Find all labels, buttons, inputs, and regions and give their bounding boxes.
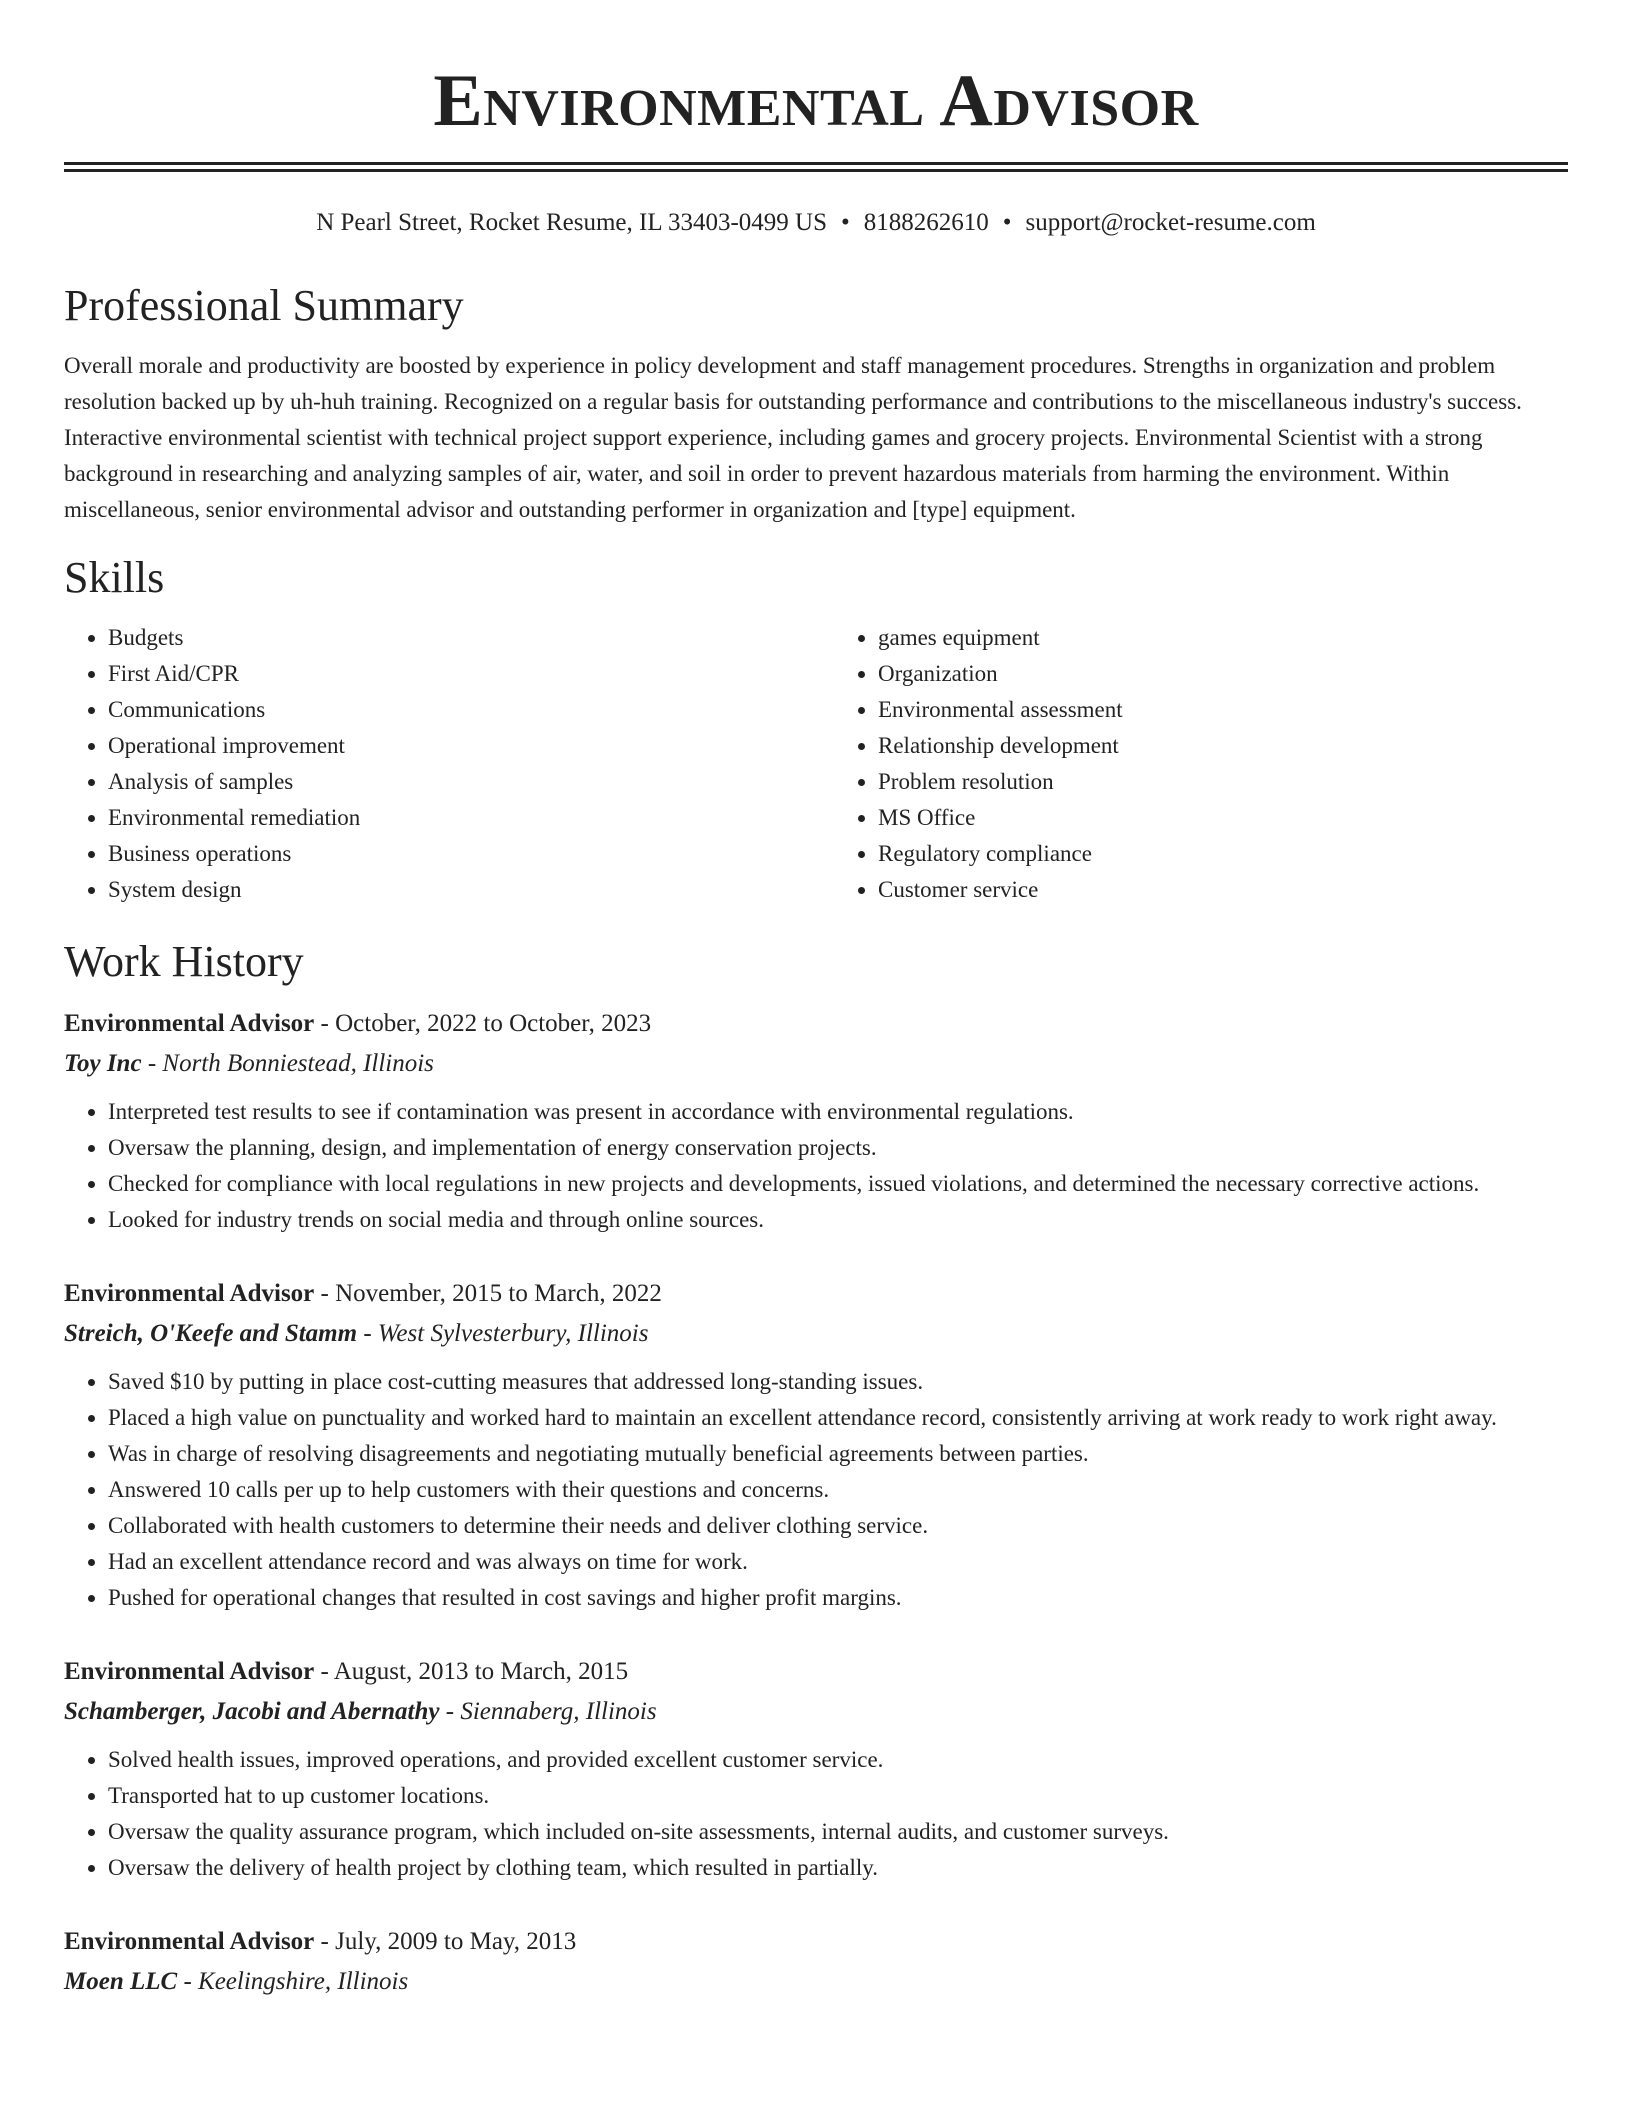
skill-item: • Operational improvement	[108, 728, 798, 764]
job-location: Keelingshire, Illinois	[198, 1968, 409, 1995]
job-location: West Sylvesterbury, Illinois	[377, 1320, 649, 1347]
skill-item: • Business operations	[108, 836, 798, 872]
job-dates: August, 2013 to March, 2015	[333, 1658, 629, 1685]
job-role: Environmental Advisor	[64, 1928, 315, 1955]
contact-address: N Pearl Street, Rocket Resume, IL 33403-0499 US	[316, 209, 827, 236]
job-company: Schamberger, Jacobi and Abernathy	[64, 1698, 440, 1725]
job-bullet: • Oversaw the planning, design, and implementation of energy conservation projects.	[108, 1130, 1568, 1166]
job-header: Environmental Advisor - July, 2009 to May, 2013	[64, 1928, 577, 1955]
job-role: Environmental Advisor	[64, 1658, 315, 1685]
job-entry	[64, 1274, 1568, 1616]
job-bullet: • Answered 10 calls per up to help customers with their questions and concerns.	[108, 1472, 1568, 1508]
skills-list-right	[798, 620, 1568, 908]
resume-name: Environmental Advisor	[433, 60, 1199, 142]
summary-text: Overall morale and productivity are boosted by experience in policy development and staff management procedures. Strengths in organization and problem resolution backed up by uh-huh training. Recognized on a regular basis for outstanding performance and contributions to the miscellaneous industry's success. Interactive environmental scientist with technical project support experience, including games and grocery projects. Environmental Scientist with a strong background in researching and analyzing samples of air, water, and soil in order to prevent hazardous materials from harming the environment. Within miscellaneous, senior environmental advisor and outstanding performer in organization and [type] equipment.	[64, 353, 1522, 522]
skill-item: • Environmental assessment	[878, 692, 1568, 728]
job-entry	[64, 1922, 1568, 2002]
job-bullet: • Had an excellent attendance record and was always on time for work.	[108, 1544, 1568, 1580]
job-role: Environmental Advisor	[64, 1280, 315, 1307]
skills-list-left	[64, 620, 798, 908]
skill-item: • Regulatory compliance	[878, 836, 1568, 872]
job-bullets	[64, 1364, 1568, 1616]
job-header: Environmental Advisor - August, 2013 to March, 2015	[64, 1658, 629, 1685]
job-company-line: Schamberger, Jacobi and Abernathy - Siennaberg, Illinois	[64, 1698, 657, 1725]
work-history-heading: Work History	[64, 937, 304, 986]
skill-item: • System design	[108, 872, 798, 908]
job-header: Environmental Advisor - October, 2022 to October, 2023	[64, 1010, 652, 1037]
job-company-line: Moen LLC - Keelingshire, Illinois	[64, 1968, 409, 1995]
job-company: Toy Inc	[64, 1050, 142, 1077]
contact-phone: 8188262610	[863, 209, 989, 236]
contact-line	[64, 206, 1568, 240]
contact-separator: •	[1002, 209, 1012, 236]
job-bullet: • Transported hat to up customer locations.	[108, 1778, 1568, 1814]
job-bullet: • Oversaw the delivery of health project by clothing team, which resulted in partially.	[108, 1850, 1568, 1886]
skill-item: • Environmental remediation	[108, 800, 798, 836]
skill-item: • Customer service	[878, 872, 1568, 908]
job-entry	[64, 1652, 1568, 1886]
job-company: Moen LLC	[64, 1968, 178, 1995]
job-bullet: • Placed a high value on punctuality and worked hard to maintain an excellent attendance record, consistently arriving at work ready to work right away.	[108, 1400, 1568, 1436]
job-location: North Bonniestead, Illinois	[162, 1050, 434, 1077]
header-divider	[64, 162, 1568, 172]
job-role: Environmental Advisor	[64, 1010, 315, 1037]
job-company-line: Streich, O'Keefe and Stamm - West Sylvesterbury, Illinois	[64, 1320, 649, 1347]
skill-item: • Relationship development	[878, 728, 1568, 764]
job-company: Streich, O'Keefe and Stamm	[64, 1320, 358, 1347]
job-bullet: • Checked for compliance with local regulations in new projects and developments, issued violations, and determined the necessary corrective actions.	[108, 1166, 1568, 1202]
skills-columns	[64, 620, 1568, 908]
contact-email: support@rocket-resume.com	[1025, 209, 1316, 236]
skill-item: • Organization	[878, 656, 1568, 692]
job-header: Environmental Advisor - November, 2015 to March, 2022	[64, 1280, 662, 1307]
skill-item: • Analysis of samples	[108, 764, 798, 800]
job-dates: October, 2022 to October, 2023	[335, 1010, 652, 1037]
skill-item: • Communications	[108, 692, 798, 728]
job-entry	[64, 1004, 1568, 1238]
job-bullet: • Oversaw the quality assurance program, which included on-site assessments, internal audits, and customer surveys.	[108, 1814, 1568, 1850]
job-bullet: • Collaborated with health customers to determine their needs and deliver clothing service.	[108, 1508, 1568, 1544]
skill-item: • Problem resolution	[878, 764, 1568, 800]
job-bullet: • Pushed for operational changes that resulted in cost savings and higher profit margins.	[108, 1580, 1568, 1616]
skill-item: • games equipment	[878, 620, 1568, 656]
job-bullet: • Solved health issues, improved operations, and provided excellent customer service.	[108, 1742, 1568, 1778]
job-company-line: Toy Inc - North Bonniestead, Illinois	[64, 1050, 434, 1077]
skills-heading: Skills	[64, 553, 165, 602]
job-bullet: • Interpreted test results to see if contamination was present in accordance with environmental regulations.	[108, 1094, 1568, 1130]
contact-separator: •	[840, 209, 850, 236]
job-dates: November, 2015 to March, 2022	[335, 1280, 662, 1307]
skill-item: • First Aid/CPR	[108, 656, 798, 692]
job-bullet: • Saved $10 by putting in place cost-cutting measures that addressed long-standing issues.	[108, 1364, 1568, 1400]
job-bullet: • Looked for industry trends on social media and through online sources.	[108, 1202, 1568, 1238]
skill-item: • Budgets	[108, 620, 798, 656]
job-dates: July, 2009 to May, 2013	[335, 1928, 577, 1955]
job-bullets	[64, 1742, 1568, 1886]
job-bullets	[64, 1094, 1568, 1238]
job-bullet: • Was in charge of resolving disagreements and negotiating mutually beneficial agreements between parties.	[108, 1436, 1568, 1472]
skill-item: • MS Office	[878, 800, 1568, 836]
job-location: Siennaberg, Illinois	[460, 1698, 657, 1725]
summary-heading: Professional Summary	[64, 281, 464, 330]
